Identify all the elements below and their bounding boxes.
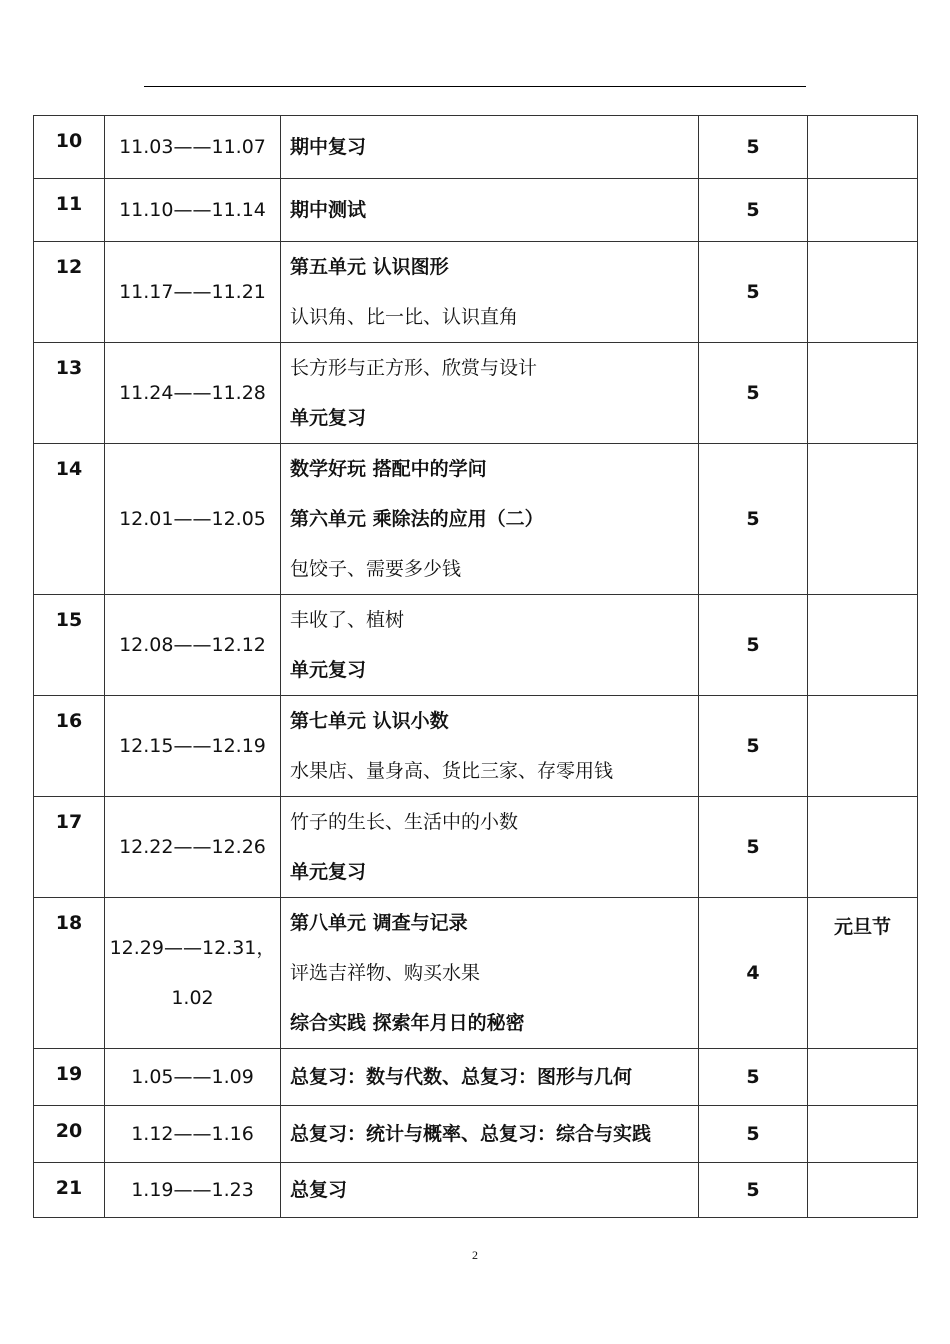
- remark-cell: [808, 343, 918, 444]
- date-range-cell: [105, 242, 281, 343]
- remark-text: [808, 1049, 917, 1063]
- week-number: 12: [55, 256, 83, 278]
- week-cell: [34, 797, 105, 898]
- content-line: 综合实践 探索年月日的秘密: [290, 1012, 525, 1034]
- date-range: 11.17——11.21: [119, 281, 266, 303]
- table-row: [34, 1049, 918, 1106]
- table-row: [34, 116, 918, 179]
- teaching-content-cell: [281, 696, 699, 797]
- table-row: [34, 444, 918, 595]
- teaching-content-cell: [281, 242, 699, 343]
- date-range-cell: [105, 1049, 281, 1106]
- class-hours-cell: 5: [699, 696, 808, 797]
- week-number: 19: [55, 1063, 83, 1085]
- class-hours-cell: 5: [699, 116, 808, 179]
- date-range: 12.15——12.19: [119, 735, 266, 757]
- week-cell: [34, 696, 105, 797]
- week-number: 18: [55, 912, 83, 934]
- remark-text: 元旦节: [833, 916, 891, 938]
- date-range: 11.10——11.14: [119, 199, 266, 221]
- schedule-body: [34, 116, 918, 1218]
- date-range-cell: [105, 595, 281, 696]
- week-number: 13: [55, 357, 83, 379]
- date-range-cell: [105, 797, 281, 898]
- schedule-table: [33, 115, 918, 1218]
- remark-cell: [808, 797, 918, 898]
- teaching-content-cell: [281, 595, 699, 696]
- date-range-cell: [105, 444, 281, 595]
- teaching-content-cell: [281, 1049, 699, 1106]
- teaching-content-cell: [281, 1106, 699, 1163]
- content-line: 第八单元 调查与记录: [290, 912, 468, 934]
- date-range: 12.29——12.31，: [109, 937, 276, 959]
- content-line: 竹子的生长、生活中的小数: [290, 811, 519, 833]
- table-row: [34, 1106, 918, 1163]
- remark-cell: [808, 179, 918, 242]
- teaching-content-cell: [281, 444, 699, 595]
- remark-text: [808, 242, 917, 256]
- week-cell: [34, 1106, 105, 1163]
- remark-text: [808, 797, 917, 811]
- week-cell: [34, 1049, 105, 1106]
- week-cell: [34, 1163, 105, 1218]
- remark-text: [808, 179, 917, 193]
- table-row: [34, 1163, 918, 1218]
- page-number: 2: [472, 1248, 478, 1262]
- content-line: 第七单元 认识小数: [290, 710, 449, 732]
- class-hours-cell: 5: [699, 1049, 808, 1106]
- week-cell: [34, 898, 105, 1049]
- table-row: [34, 696, 918, 797]
- week-number: 11: [55, 193, 83, 215]
- content-line: 单元复习: [290, 861, 367, 883]
- content-line: 总复习：数与代数、总复习：图形与几何: [290, 1066, 633, 1088]
- date-range-cell: [105, 1163, 281, 1218]
- teaching-content-cell: [281, 116, 699, 179]
- content-line: 第六单元 乘除法的应用（二）: [290, 508, 544, 530]
- week-number: 10: [55, 130, 83, 152]
- content-line: 单元复习: [290, 659, 367, 681]
- teaching-content-cell: [281, 797, 699, 898]
- remark-cell: [808, 595, 918, 696]
- teaching-content-cell: [281, 1163, 699, 1218]
- class-hours-cell: 5: [699, 1106, 808, 1163]
- week-cell: [34, 444, 105, 595]
- remark-cell: [808, 898, 918, 1049]
- date-range: 12.08——12.12: [119, 634, 266, 656]
- date-range: 12.22——12.26: [119, 836, 266, 858]
- class-hours-cell: 5: [699, 343, 808, 444]
- week-number: 16: [55, 710, 83, 732]
- remark-text: [808, 444, 917, 458]
- date-range: 12.01——12.05: [119, 508, 266, 530]
- date-range: 11.03——11.07: [119, 136, 266, 158]
- date-range-cell: [105, 343, 281, 444]
- week-number: 17: [55, 811, 83, 833]
- date-range: 1.02: [171, 987, 214, 1009]
- week-number: 21: [55, 1177, 83, 1199]
- content-line: 丰收了、植树: [290, 609, 405, 631]
- content-line: 期中复习: [290, 136, 367, 158]
- class-hours-cell: 5: [699, 595, 808, 696]
- teaching-content-cell: [281, 343, 699, 444]
- date-range: 11.24——11.28: [119, 382, 266, 404]
- content-line: 总复习：统计与概率、总复习：综合与实践: [290, 1123, 652, 1145]
- content-line: 第五单元 认识图形: [290, 256, 449, 278]
- teaching-content-cell: [281, 179, 699, 242]
- table-row: [34, 595, 918, 696]
- content-line: 数学好玩 搭配中的学问: [290, 458, 487, 480]
- remark-cell: [808, 444, 918, 595]
- date-range-cell: [105, 696, 281, 797]
- content-line: 水果店、量身高、货比三家、存零用钱: [290, 760, 614, 782]
- table-row: [34, 898, 918, 1049]
- remark-cell: [808, 1049, 918, 1106]
- content-line: 单元复习: [290, 407, 367, 429]
- remark-text: [808, 696, 917, 710]
- week-cell: [34, 595, 105, 696]
- remark-cell: [808, 242, 918, 343]
- week-cell: [34, 179, 105, 242]
- header-rule: [144, 86, 806, 87]
- content-line: 包饺子、需要多少钱: [290, 558, 462, 580]
- class-hours-cell: 5: [699, 797, 808, 898]
- remark-cell: [808, 1106, 918, 1163]
- date-range: 1.19——1.23: [131, 1179, 254, 1201]
- remark-cell: [808, 1163, 918, 1218]
- date-range: 1.05——1.09: [131, 1066, 254, 1088]
- teaching-content-cell: [281, 898, 699, 1049]
- class-hours-cell: 5: [699, 179, 808, 242]
- table-row: [34, 797, 918, 898]
- remark-text: [808, 343, 917, 357]
- class-hours-cell: 4: [699, 898, 808, 1049]
- content-line: 长方形与正方形、欣赏与设计: [290, 357, 538, 379]
- table-row: [34, 242, 918, 343]
- week-number: 20: [55, 1120, 83, 1142]
- content-line: 期中测试: [290, 199, 367, 221]
- week-cell: [34, 343, 105, 444]
- date-range-cell: [105, 1106, 281, 1163]
- content-line: 总复习: [290, 1179, 348, 1201]
- date-range-cell: [105, 898, 281, 1049]
- date-range-cell: [105, 116, 281, 179]
- remark-text: [808, 1106, 917, 1120]
- class-hours-cell: 5: [699, 1163, 808, 1218]
- remark-text: [808, 1163, 917, 1177]
- class-hours-cell: 5: [699, 444, 808, 595]
- table-row: [34, 343, 918, 444]
- remark-cell: [808, 116, 918, 179]
- remark-text: [808, 595, 917, 609]
- week-cell: [34, 116, 105, 179]
- class-hours-cell: 5: [699, 242, 808, 343]
- date-range: 1.12——1.16: [131, 1123, 254, 1145]
- week-number: 15: [55, 609, 83, 631]
- content-line: 评选吉祥物、购买水果: [290, 962, 481, 984]
- week-number: 14: [55, 458, 83, 480]
- table-row: [34, 179, 918, 242]
- date-range-cell: [105, 179, 281, 242]
- remark-cell: [808, 696, 918, 797]
- week-cell: [34, 242, 105, 343]
- remark-text: [808, 116, 917, 130]
- content-line: 认识角、比一比、认识直角: [290, 306, 519, 328]
